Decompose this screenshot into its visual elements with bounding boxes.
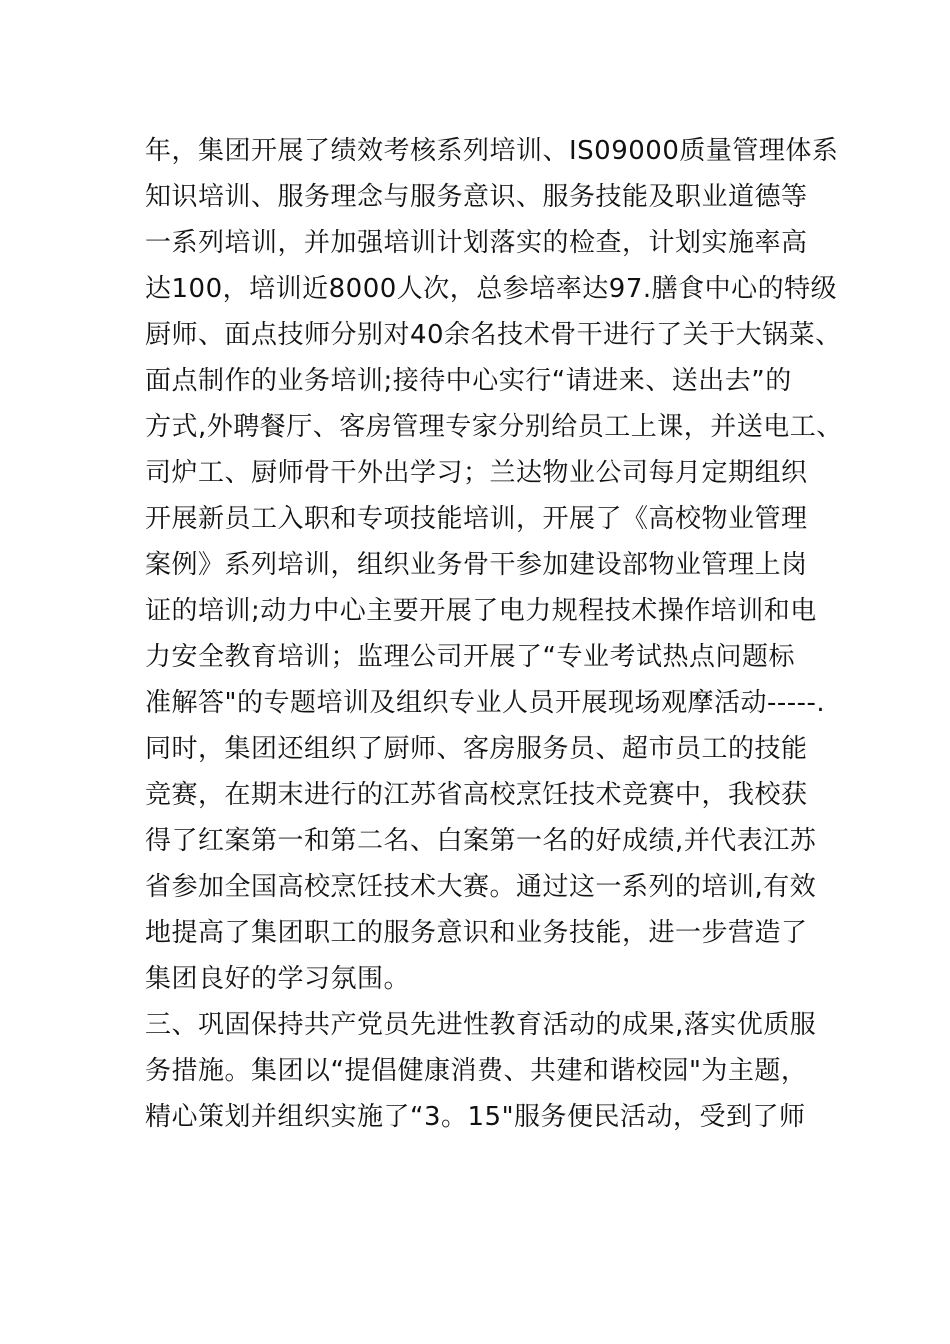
text-line: 准解答"的专题培训及组织专业人员开展现场观摩活动-----. [145, 688, 826, 718]
body-text [145, 128, 843, 1140]
text-line: 证的培训;动力中心主要开展了电力规程技术操作培训和电 [145, 596, 817, 626]
text-line: 竞赛，在期末进行的江苏省高校烹饪技术竞赛中，我校获 [145, 780, 808, 810]
text-line: 得了红案第一和第二名、白案第一名的好成绩,并代表江苏 [145, 826, 817, 856]
text-line: 案例》系列培训，组织业务骨干参加建设部物业管理上岗 [145, 550, 808, 580]
text-line: 一系列培训，并加强培训计划落实的检查，计划实施率高 [145, 228, 808, 258]
text-line: 司炉工、厨师骨干外出学习；兰达物业公司每月定期组织 [145, 458, 808, 488]
text-line: 省参加全国高校烹饪技术大赛。通过这一系列的培训,有效 [145, 872, 817, 902]
text-line: 精心策划并组织实施了“3。15"服务便民活动，受到了师 [145, 1102, 806, 1132]
text-line: 方式,外聘餐厅、客房管理专家分别给员工上课，并送电工、 [145, 412, 843, 442]
text-line: 地提高了集团职工的服务意识和业务技能，进一步营造了 [145, 918, 808, 948]
text-line: 开展新员工入职和专项技能培训，开展了《高校物业管理 [145, 504, 808, 534]
text-line: 面点制作的业务培训;接待中心实行“请进来、送出去”的 [145, 366, 792, 396]
text-line: 同时，集团还组织了厨师、客房服务员、超市员工的技能 [145, 734, 808, 764]
text-line: 集团良好的学习氛围。 [145, 964, 411, 994]
text-line: 务措施。集团以“提倡健康消费、共建和谐校园"为主题， [145, 1056, 808, 1086]
text-line: 厨师、面点技师分别对40余名技术骨干进行了关于大锅菜、 [145, 320, 842, 350]
text-line: 年，集团开展了绩效考核系列培训、IS09000质量管理体系 [145, 136, 839, 166]
text-line: 知识培训、服务理念与服务意识、服务技能及职业道德等 [145, 182, 808, 212]
text-line: 三、巩固保持共产党员先进性教育活动的成果,落实优质服 [145, 1010, 817, 1040]
text-line: 力安全教育培训；监理公司开展了“专业考试热点问题标 [145, 642, 795, 672]
text-line: 达100，培训近8000人次，总参培率达97.膳食中心的特级 [145, 274, 838, 304]
